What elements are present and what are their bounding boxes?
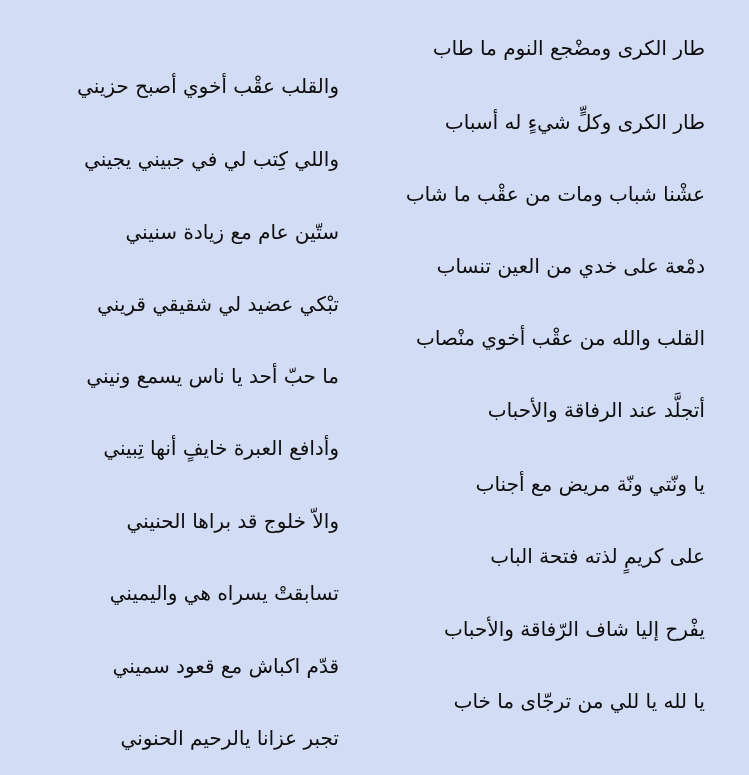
poem-line-4: واللي كِتب لي في جبيني يجيني: [84, 147, 339, 171]
poem-line-19: يا لله يا للي من ترجّاى ما خاب: [453, 689, 705, 713]
poem-line-10: ما حبّ أحد يا ناس يسمع ونيني: [86, 364, 339, 388]
poem-line-15: على كريمٍ لذته فتحة الباب: [490, 544, 705, 568]
poem-line-20: تجبر عزانا يالرحيم الحنوني: [120, 726, 339, 750]
poem-line-5: عشْنا شباب ومات من عقْب ما شاب: [405, 182, 705, 206]
poem-line-7: دمْعة على خدي من العين تنساب: [436, 254, 705, 278]
poem-line-11: أتجلَّد عند الرفاقة والأحباب: [487, 398, 705, 422]
poem-line-6: ستّين عام مع زيادة سنيني: [125, 220, 339, 244]
poem-line-14: والاّ خلوج قد براها الحنيني: [126, 509, 339, 533]
poem-line-8: تبْكي عضيد لي شقيقي قريني: [97, 292, 339, 316]
poem-line-17: يفْرح إليا شاف الرّفاقة والأحباب: [444, 617, 705, 641]
poem-line-2: والقلب عقْب أخوي أصبح حزيني: [77, 74, 339, 98]
poem-line-9: القلب والله من عقْب أخوي منْصاب: [415, 326, 705, 350]
poem-line-18: قدّم اكباش مع قعود سميني: [112, 654, 339, 678]
poem-line-16: تسابقتْ يسراه هي واليميني: [109, 581, 339, 605]
poem-line-3: طار الكرى وكلٍّ شيءٍ له أسباب: [444, 110, 705, 134]
poem-line-1: طار الكرى ومضْجع النوم ما طاب: [432, 36, 705, 60]
poem-line-12: وأدافع العبرة خايفٍ أنها تِبيني: [103, 436, 339, 460]
poem-line-13: يا ونّتي ونّة مريض مع أجناب: [475, 472, 705, 496]
